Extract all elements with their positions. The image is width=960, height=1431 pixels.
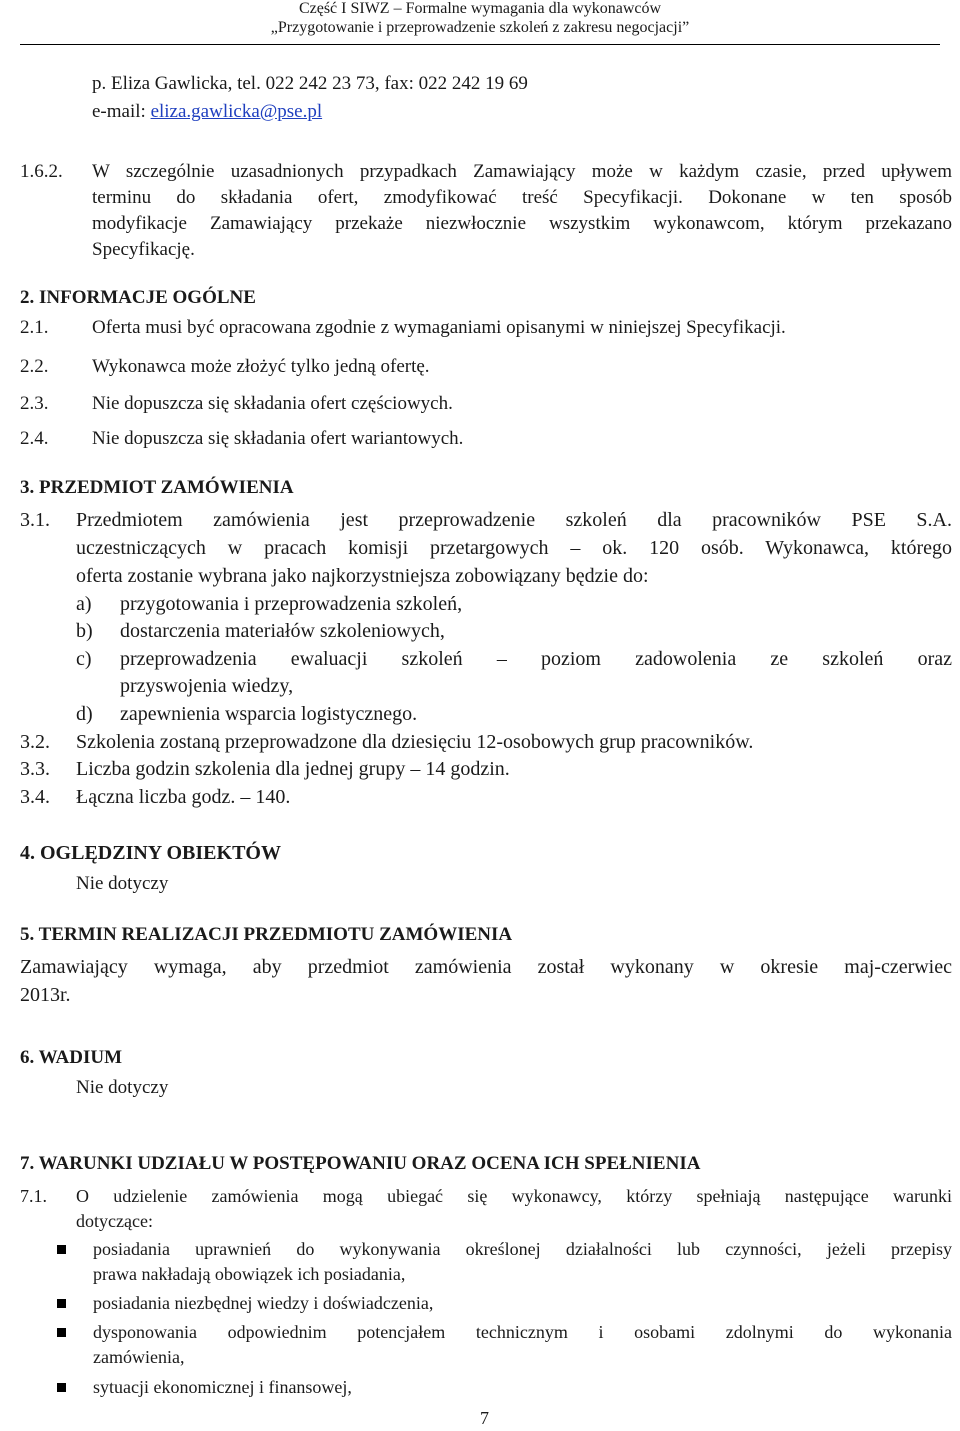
- item-71-line1: O udzielenie zamówienia mogą ubiegać się wykonawcy, którzy spełniają następujące warunki: [76, 1186, 952, 1206]
- section-162-line3: modyfikacje Zamawiający przekaże niezwłocznie wszystkim wykonawcom, którym przekazano: [92, 213, 952, 234]
- item-31-line1: Przedmiotem zamówienia jest przeprowadzenie szkoleń dla pracowników PSE S.A.: [76, 509, 952, 531]
- item-31-line2: uczestniczących w pracach komisji przetargowych – ok. 120 osób. Wykonawca, którego: [76, 537, 952, 559]
- header-title-line1: Część I SIWZ – Formalne wymagania dla wykonawców: [298, 0, 662, 17]
- email-link[interactable]: eliza.gawlicka@pse.pl: [150, 101, 323, 122]
- item-c-line2: przyswojenia wiedzy,: [120, 675, 294, 697]
- item-34-number: 3.4.: [20, 786, 50, 808]
- header-title-line2: „Przygotowanie i przeprowadzenie szkoleń z zakresu negocjacji”: [270, 19, 690, 36]
- item-a-label: a): [76, 593, 92, 615]
- section-7-heading: 7. WARUNKI UDZIAŁU W POSTĘPOWANIU ORAZ OCENA ICH SPEŁNIENIA: [20, 1153, 701, 1174]
- item-d-label: d): [76, 703, 93, 725]
- email-label: e-mail:: [92, 101, 151, 122]
- item-32-text: Szkolenia zostaną przeprowadzone dla dziesięciu 12-osobowych grup pracowników.: [76, 731, 754, 753]
- contact-person: p. Eliza Gawlicka, tel. 022 242 23 73, fax: 022 242 19 69: [92, 73, 528, 94]
- section-6-heading: 6. WADIUM: [20, 1047, 123, 1068]
- section-5-line1: Zamawiający wymaga, aby przedmiot zamówienia został wykonany w okresie maj-czerwiec: [20, 956, 952, 978]
- item-23-number: 2.3.: [20, 393, 49, 414]
- item-23-text: Nie dopuszcza się składania ofert częściowych.: [92, 393, 453, 414]
- item-24-number: 2.4.: [20, 428, 49, 449]
- section-3-heading: 3. PRZEDMIOT ZAMÓWIENIA: [20, 477, 294, 498]
- section-162-number: 1.6.2.: [20, 161, 63, 182]
- section-4-heading: 4. OGLĘDZINY OBIEKTÓW: [20, 842, 281, 864]
- bullet-1-line2: prawa nakładają obowiązek ich posiadania,: [93, 1264, 406, 1284]
- item-71-number: 7.1.: [20, 1186, 47, 1206]
- bullet-square-icon: [57, 1328, 66, 1337]
- item-c-line1: przeprowadzenia ewaluacji szkoleń – poziom zadowolenia ze szkoleń oraz: [120, 648, 952, 670]
- item-31-line3: oferta zostanie wybrana jako najkorzystniejsza zobowiązany będzie do:: [76, 565, 649, 587]
- section-4-text: Nie dotyczy: [76, 873, 169, 894]
- bullet-3-line1: dysponowania odpowiednim potencjałem technicznym i osobami zdolnymi do wykonania: [93, 1322, 952, 1342]
- section-162-line4: Specyfikację.: [92, 239, 195, 260]
- section-162-line1: W szczególnie uzasadnionych przypadkach Zamawiający może w każdym czasie, przed upływem: [92, 161, 952, 182]
- bullet-3-line2: zamówienia,: [93, 1347, 185, 1367]
- item-33-text: Liczba godzin szkolenia dla jednej grupy – 14 godzin.: [76, 758, 510, 780]
- bullet-1-line1: posiadania uprawnień do wykonywania określonej działalności lub czynności, jeżeli przepisy: [93, 1239, 952, 1259]
- item-33-number: 3.3.: [20, 758, 50, 780]
- section-6-text: Nie dotyczy: [76, 1077, 169, 1098]
- bullet-square-icon: [57, 1245, 66, 1254]
- item-24-text: Nie dopuszcza się składania ofert wariantowych.: [92, 428, 464, 449]
- item-b-label: b): [76, 620, 93, 642]
- section-162-line2: terminu do składania ofert, zmodyfikować treść Specyfikacji. Dokonane w ten sposób: [92, 187, 952, 208]
- item-b-text: dostarczenia materiałów szkoleniowych,: [120, 620, 445, 642]
- bullet-4-text: sytuacji ekonomicznej i finansowej,: [93, 1377, 352, 1397]
- bullet-2-text: posiadania niezbędnej wiedzy i doświadczenia,: [93, 1293, 434, 1313]
- header-divider: [20, 44, 940, 45]
- item-22-number: 2.2.: [20, 356, 49, 377]
- page-number: 7: [480, 1408, 489, 1428]
- item-21-text: Oferta musi być opracowana zgodnie z wymaganiami opisanymi w niniejszej Specyfikacji.: [92, 317, 786, 338]
- item-21-number: 2.1.: [20, 317, 49, 338]
- item-d-text: zapewnienia wsparcia logistycznego.: [120, 703, 418, 725]
- bullet-square-icon: [57, 1383, 66, 1392]
- item-34-text: Łączna liczba godz. – 140.: [76, 786, 291, 808]
- section-2-heading: 2. INFORMACJE OGÓLNE: [20, 287, 256, 308]
- item-22-text: Wykonawca może złożyć tylko jedną ofertę.: [92, 356, 430, 377]
- item-32-number: 3.2.: [20, 731, 50, 753]
- section-5-line2: 2013r.: [20, 984, 71, 1006]
- item-c-label: c): [76, 648, 92, 670]
- item-a-text: przygotowania i przeprowadzenia szkoleń,: [120, 593, 463, 615]
- section-5-heading: 5. TERMIN REALIZACJI PRZEDMIOTU ZAMÓWIENIA: [20, 924, 513, 945]
- item-31-number: 3.1.: [20, 509, 50, 531]
- bullet-square-icon: [57, 1299, 66, 1308]
- contact-email-line: [92, 99, 322, 125]
- item-71-line2: dotyczące:: [76, 1211, 153, 1231]
